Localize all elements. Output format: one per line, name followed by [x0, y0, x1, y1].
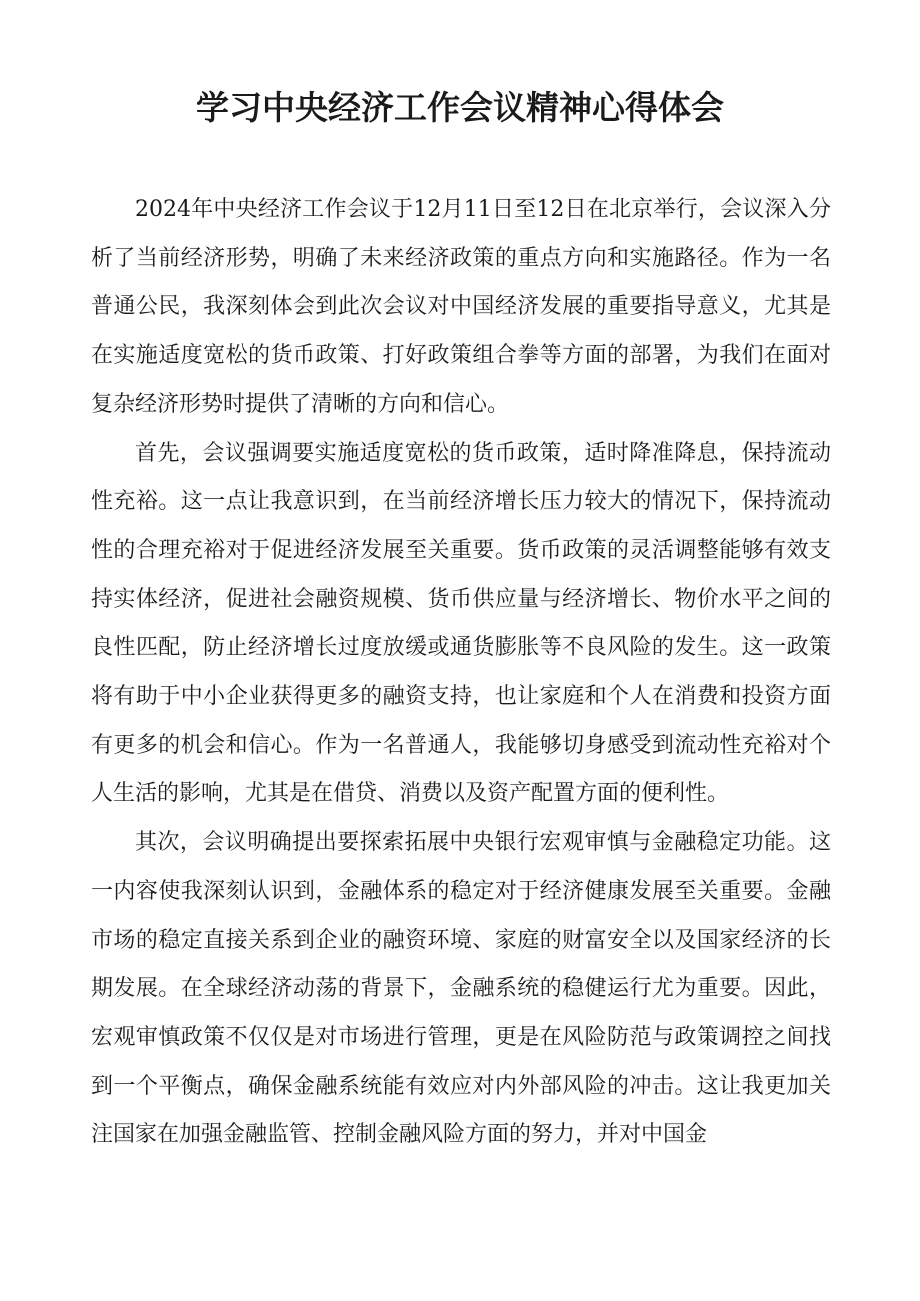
- paragraph-financial-stability: 其次，会议明确提出要探索拓展中央银行宏观审慎与金融稳定功能。这一内容使我深刻认识到，金融体系的稳定对于经济健康发展至关重要。金融市场的稳定直接关系到企业的融资环境、家庭的财富安全以及国家经济的长期发展。在全球经济动荡的背景下，金融系统的稳健运行尤为重要。因此，宏观审慎政策不仅仅是对市场进行管理，更是在风险防范与政策调控之间找到一个平衡点，确保金融系统能有效应对内外部风险的冲击。这让我更加关注国家在加强金融监管、控制金融风险方面的努力，并对中国金: [91, 830, 831, 1148]
- paragraph-intro: 2024年中央经济工作会议于12月11日至12日在北京举行，会议深入分析了当前经济形势，明确了未来经济政策的重点方向和实施路径。作为一名普通公民，我深刻体会到此次会议对中国经济发展的重要指导意义，尤其是在实施适度宽松的货币政策、打好政策组合拳等方面的部署，为我们在面对复杂经济形势时提供了清晰的方向和信心。: [91, 197, 831, 417]
- paragraph-monetary-policy: 首先，会议强调要实施适度宽松的货币政策，适时降准降息，保持流动性充裕。这一点让我意识到，在当前经济增长压力较大的情况下，保持流动性的合理充裕对于促进经济发展至关重要。货币政策的灵活调整能够有效支持实体经济，促进社会融资规模、货币供应量与经济增长、物价水平之间的良性匹配，防止经济增长过度放缓或通货膨胀等不良风险的发生。这一政策将有助于中小企业获得更多的融资支持，也让家庭和个人在消费和投资方面有更多的机会和信心。作为一名普通人，我能够切身感受到流动性充裕对个人生活的影响，尤其是在借贷、消费以及资产配置方面的便利性。: [91, 440, 831, 807]
- document-body: [91, 186, 831, 1160]
- document-title: 学习中央经济工作会议精神心得体会: [196, 88, 724, 127]
